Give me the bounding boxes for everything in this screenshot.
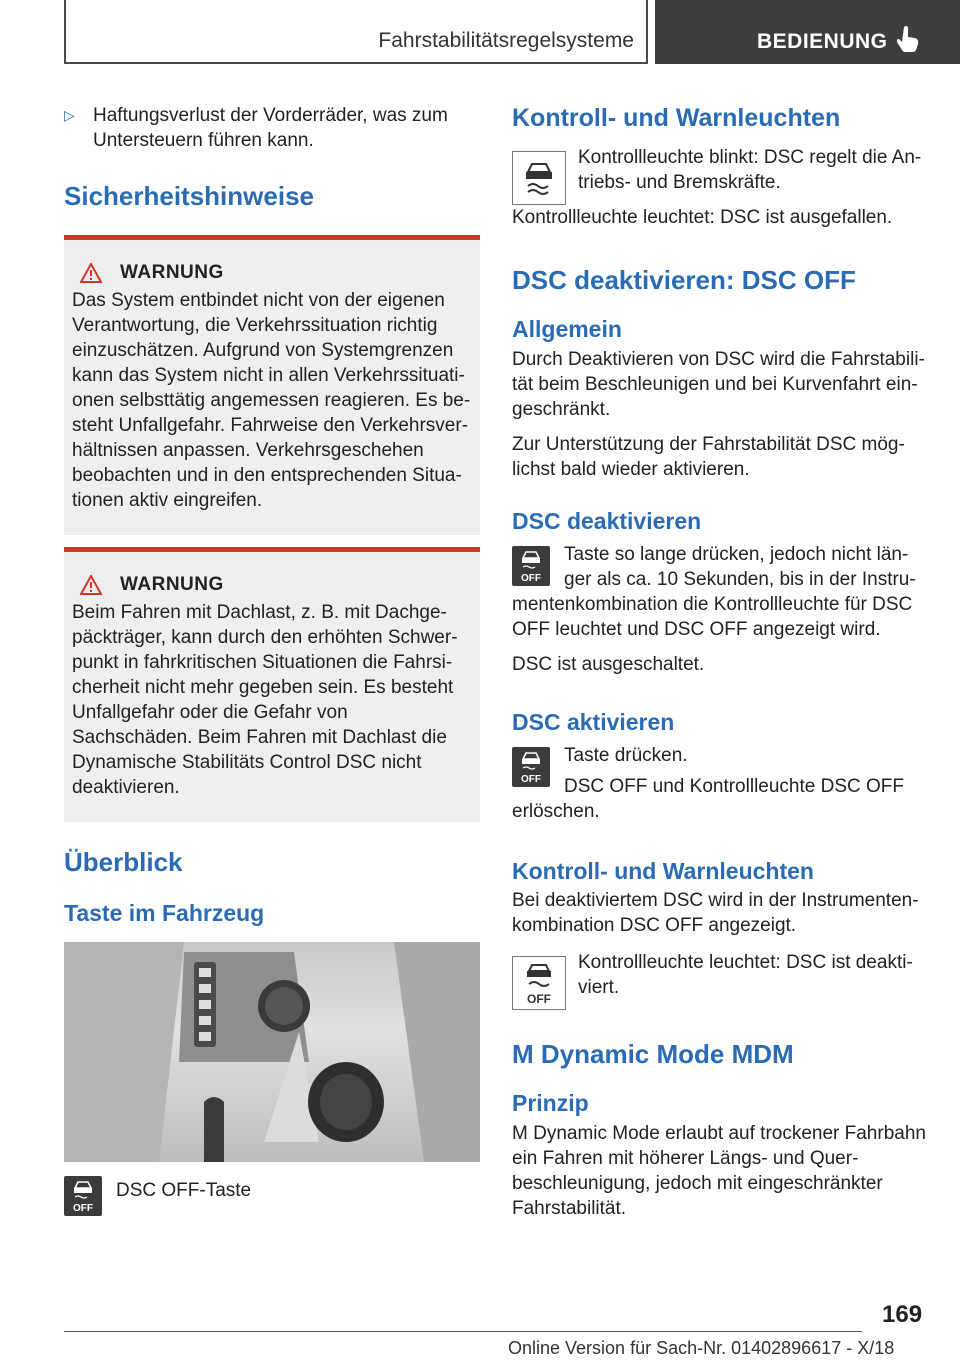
paragraph: Kontrollleuchte blinkt: DSC regelt die Antriebs- und Bremskräfte. bbox=[578, 147, 922, 193]
list-item bbox=[64, 103, 480, 153]
warning-text: Beim Fahren mit Dachlast, z. B. mit Dachgepäckträger, kann durch den erhöhten Schwerpunkt in fahrkritischen Situationen die Fahrsicherheit nicht mehr gegeben sein. Es besteht Unfallgefahr oder die Gefahr von Sachschäden. Beim Fahren mit Dachlast die Dynamische Stabilitäts Control DSC nicht deaktivieren. bbox=[72, 602, 458, 798]
off-label: OFF bbox=[527, 992, 551, 1006]
dsc-indicator-icon bbox=[512, 151, 566, 205]
heading-safety: Sicherheitshinweise bbox=[64, 181, 314, 211]
heading-general: Allgemein bbox=[512, 316, 622, 342]
dsc-off-button-icon bbox=[64, 1176, 102, 1216]
heading-overview: Überblick bbox=[64, 847, 183, 877]
pointing-hand-icon bbox=[895, 25, 921, 53]
paragraph: Durch Deaktivieren von DSC wird die Fahrstabilität beim Beschleunigen und bei Kurvenfahrt eingeschränkt. bbox=[512, 349, 925, 420]
paragraph: DSC OFF und Kontrollleuchte DSC OFF erlöschen. bbox=[512, 776, 904, 822]
heading-indicator-lights-2: Kontroll- und Warnleuchten bbox=[512, 858, 814, 884]
dsc-off-indicator-icon bbox=[512, 956, 566, 1010]
header-chapter-tab bbox=[655, 0, 960, 64]
indicator-row-1 bbox=[512, 145, 926, 230]
image-caption: DSC OFF-Taste bbox=[116, 1180, 252, 1201]
warning-triangle-icon bbox=[80, 263, 102, 283]
paragraph: Taste drücken. bbox=[564, 745, 688, 766]
warning-title: WARNUNG bbox=[120, 262, 224, 283]
activate-row bbox=[512, 743, 926, 824]
indicator-row-2 bbox=[512, 950, 926, 1008]
footer-divider bbox=[64, 1331, 862, 1332]
header-section-title: Fahrstabilitätsregelsysteme bbox=[378, 29, 634, 52]
right-column bbox=[512, 103, 926, 1221]
heading-deactivate: DSC deaktivieren bbox=[512, 508, 702, 534]
heading-principle: Prinzip bbox=[512, 1090, 589, 1116]
header-chapter-title: BEDIENUNG bbox=[757, 30, 888, 53]
paragraph: M Dynamic Mode erlaubt auf trockener Fahrbahn ein Fahren mit höherer Längs- und Querbeschleunigung, jedoch mit eingeschränkter Fahrstabilität. bbox=[512, 1123, 926, 1219]
triangle-bullet-icon: ▷ bbox=[64, 107, 75, 123]
off-label: OFF bbox=[73, 1203, 93, 1214]
off-label: OFF bbox=[521, 573, 541, 584]
heading-m-dynamic-mode: M Dynamic Mode MDM bbox=[512, 1039, 794, 1069]
warning-box-2 bbox=[64, 547, 480, 822]
bullet-text: Haftungsverlust der Vorderräder, was zum Untersteuern führen kann. bbox=[93, 105, 448, 151]
heading-dsc-off: DSC deaktivieren: DSC OFF bbox=[512, 265, 856, 295]
header-section-tab bbox=[64, 0, 648, 64]
paragraph: Taste so lange drücken, jedoch nicht länger als ca. 10 Sekunden, bis in der Instrumentenkombination die Kontrollleuchte für DSC OFF leuchtet und DSC OFF angezeigt wird. bbox=[512, 544, 916, 640]
paragraph: Kontrollleuchte leuchtet: DSC ist deaktiviert. bbox=[578, 952, 913, 998]
dsc-off-button-icon bbox=[512, 747, 550, 787]
paragraph: Bei deaktiviertem DSC wird in der Instrumentenkombination DSC OFF angezeigt. bbox=[512, 890, 919, 936]
warning-triangle-icon bbox=[80, 575, 102, 595]
warning-text: Das System entbindet nicht von der eigenen Verantwortung, die Verkehrssituation richtig einzuschätzen. Aufgrund von Systemgrenzen kann das System nicht in allen Verkehrssituationen selbsttätig angemessen reagieren. Es besteht Unfallgefahr. Fahrweise den Verkehrsverhältnissen anpassen. Verkehrsgeschehen beobachten und in den entsprechenden Situationen aktiv eingreifen. bbox=[72, 290, 471, 511]
warning-title: WARNUNG bbox=[120, 574, 224, 595]
console-illustration bbox=[64, 942, 480, 1162]
heading-button-in-vehicle: Taste im Fahrzeug bbox=[64, 900, 265, 926]
dsc-off-button-icon bbox=[512, 546, 550, 586]
page-number: 169 bbox=[882, 1301, 923, 1328]
heading-indicator-lights: Kontroll- und Warnleuchten bbox=[512, 104, 841, 132]
paragraph: DSC ist ausgeschaltet. bbox=[512, 654, 705, 675]
warning-box-1 bbox=[64, 235, 480, 535]
left-column bbox=[64, 103, 480, 1222]
caption-row bbox=[64, 1176, 480, 1222]
paragraph: Zur Unterstützung der Fahrstabilität DSC möglichst bald wieder aktivieren. bbox=[512, 434, 905, 480]
center-console-photo bbox=[64, 942, 480, 1162]
off-label: OFF bbox=[521, 774, 541, 785]
deactivate-row bbox=[512, 542, 926, 642]
heading-activate: DSC aktivieren bbox=[512, 709, 675, 735]
paragraph: Kontrollleuchte leuchtet: DSC ist ausgefallen. bbox=[512, 207, 893, 228]
footer-version-text: Online Version für Sach-Nr. 01402896617 - X/18 bbox=[508, 1338, 895, 1358]
